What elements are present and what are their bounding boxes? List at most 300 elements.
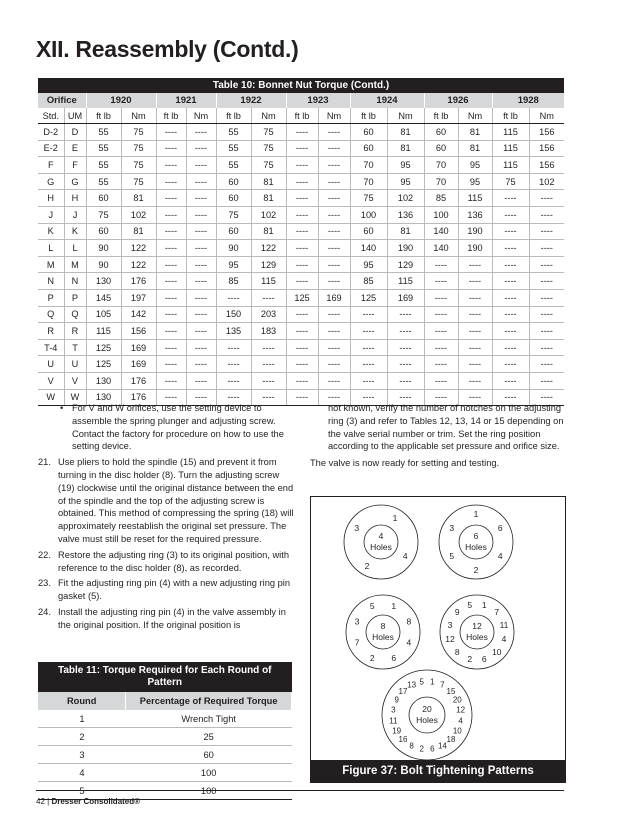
table-cell: ---- <box>286 256 318 273</box>
table-cell: 140 <box>350 240 387 257</box>
table-cell: K <box>38 223 64 240</box>
table-row <box>38 240 564 257</box>
bolt-pattern-figure <box>310 496 566 783</box>
bolt-sequence-number: 9 <box>454 607 460 618</box>
torque-round-table <box>38 662 292 800</box>
table-cell: Q <box>38 306 64 323</box>
table-row <box>38 306 564 323</box>
table-row <box>38 728 292 746</box>
table-cell: ---- <box>286 124 318 141</box>
table-cell: N <box>64 273 86 290</box>
table-cell: ---- <box>529 339 564 356</box>
table-cell: ---- <box>186 306 216 323</box>
column-header: Percentage of Required Torque <box>126 692 292 710</box>
table-caption: Table 10: Bonnet Nut Torque (Contd.) <box>38 78 564 93</box>
table-cell: 156 <box>529 124 564 141</box>
table-cell: ---- <box>458 372 492 389</box>
table-cell: ---- <box>286 356 318 373</box>
table-cell: 115 <box>86 323 121 340</box>
table-cell: ---- <box>424 356 458 373</box>
table-row <box>38 256 564 273</box>
table-cell: 81 <box>387 124 424 141</box>
table-cell: ---- <box>424 323 458 340</box>
table-cell: 169 <box>318 289 350 306</box>
bolt-sequence-number: 7 <box>354 637 360 648</box>
bolt-sequence-number: 2 <box>369 652 375 663</box>
table-cell: 81 <box>251 223 286 240</box>
table-cell: V <box>38 372 64 389</box>
sub-header: ft lb <box>86 108 121 124</box>
column-header: Round <box>38 692 126 710</box>
sub-header: Nm <box>251 108 286 124</box>
table-cell: ---- <box>186 256 216 273</box>
table-cell: 102 <box>529 173 564 190</box>
bolt-sequence-number: 5 <box>467 600 473 610</box>
table-cell: F <box>64 157 86 174</box>
table-cell: 75 <box>121 124 156 141</box>
table-cell: ---- <box>318 124 350 141</box>
table-cell: 55 <box>86 124 121 141</box>
table-cell: ---- <box>492 323 529 340</box>
table-cell: ---- <box>492 289 529 306</box>
table-cell: ---- <box>387 323 424 340</box>
table-cell: ---- <box>286 157 318 174</box>
table-cell: ---- <box>186 273 216 290</box>
table-cell: 125 <box>350 289 387 306</box>
table-cell: L <box>64 240 86 257</box>
bolt-sequence-number: 1 <box>430 677 435 687</box>
table-cell: 81 <box>251 173 286 190</box>
table-cell: V <box>64 372 86 389</box>
page-number: 42 <box>36 797 45 806</box>
table-cell: ---- <box>286 223 318 240</box>
step-21 <box>38 456 294 546</box>
table-cell: E-2 <box>38 140 64 157</box>
table-cell: 105 <box>86 306 121 323</box>
table-cell: ---- <box>156 124 186 141</box>
table-row <box>38 339 564 356</box>
bolt-pattern-6-holes <box>439 505 513 579</box>
table-cell: 95 <box>458 173 492 190</box>
table-cell: ---- <box>318 339 350 356</box>
table-row <box>38 710 292 728</box>
table-cell: 60 <box>86 223 121 240</box>
table-cell: 60 <box>216 190 251 207</box>
table-cell: ---- <box>318 206 350 223</box>
table-cell: ---- <box>492 240 529 257</box>
table-cell: 156 <box>529 140 564 157</box>
table-cell: 55 <box>216 157 251 174</box>
table-cell: ---- <box>350 339 387 356</box>
table-cell: ---- <box>387 339 424 356</box>
group-header-row <box>38 93 564 108</box>
table-cell: T-4 <box>38 339 64 356</box>
table-cell: 176 <box>121 273 156 290</box>
bolt-sequence-number: 9 <box>394 695 399 705</box>
table-cell: 197 <box>121 289 156 306</box>
table-cell: 169 <box>121 356 156 373</box>
bolt-sequence-number: 6 <box>481 654 487 664</box>
table-cell: 176 <box>121 389 156 406</box>
table-cell: 75 <box>251 157 286 174</box>
bolt-sequence-number: 5 <box>419 677 424 687</box>
table-cell: ---- <box>350 389 387 406</box>
table-cell: ---- <box>286 306 318 323</box>
table-cell: 81 <box>121 223 156 240</box>
bonnet-nut-torque-table <box>38 78 564 406</box>
table-cell: 85 <box>424 190 458 207</box>
bolt-sequence-number: 2 <box>419 744 424 754</box>
table-cell: F <box>38 157 64 174</box>
sub-header: ft lb <box>286 108 318 124</box>
pattern-center-label: 20 <box>422 704 432 714</box>
table-cell: D <box>64 124 86 141</box>
table-cell: 70 <box>350 157 387 174</box>
left-column-text <box>38 402 294 635</box>
bolt-sequence-number: 5 <box>449 551 455 561</box>
step-number: 22. <box>38 549 51 560</box>
continuation-text: not known, verify the number of notches on the adjusting ring (3) and refer to Tables 12, 13, 14 or 15 depending on the valve serial number or trim. Set the ring position according to the applicable set pressure and orifice size. <box>328 403 564 452</box>
table-cell: ---- <box>424 389 458 406</box>
table-cell: 115 <box>458 190 492 207</box>
sub-header: UM <box>64 108 86 124</box>
bolt-sequence-number: 19 <box>392 726 402 736</box>
table-cell: 169 <box>387 289 424 306</box>
table-cell: ---- <box>424 372 458 389</box>
pattern-center-label: Holes <box>466 632 488 642</box>
pattern-center-label: 6 <box>473 531 479 541</box>
table-cell: ---- <box>424 256 458 273</box>
table-cell: W <box>64 389 86 406</box>
table-cell: 169 <box>121 339 156 356</box>
table-cell: ---- <box>186 223 216 240</box>
group-header: 1920 <box>86 93 156 108</box>
table-cell: ---- <box>318 223 350 240</box>
table-row <box>38 223 564 240</box>
table-cell: ---- <box>318 389 350 406</box>
table-cell: ---- <box>458 273 492 290</box>
table-cell: ---- <box>186 173 216 190</box>
table-cell: ---- <box>186 323 216 340</box>
table-cell: 145 <box>86 289 121 306</box>
table-cell: 129 <box>387 256 424 273</box>
table-cell: ---- <box>387 356 424 373</box>
table-cell: ---- <box>156 389 186 406</box>
table-cell: ---- <box>156 173 186 190</box>
table-cell: ---- <box>216 289 251 306</box>
table-cell: ---- <box>186 206 216 223</box>
bolt-sequence-number: 11 <box>389 716 398 726</box>
table-cell: 75 <box>86 206 121 223</box>
sub-header: ft lb <box>350 108 387 124</box>
footer-rule <box>36 790 564 791</box>
bolt-sequence-number: 3 <box>449 523 455 533</box>
table-cell: ---- <box>492 256 529 273</box>
bolt-sequence-number: 1 <box>473 509 479 519</box>
group-header: 1923 <box>286 93 350 108</box>
group-header: 1921 <box>156 93 216 108</box>
table-cell: 135 <box>216 323 251 340</box>
table-cell: 70 <box>424 157 458 174</box>
table-cell: 75 <box>121 140 156 157</box>
table-cell: ---- <box>286 190 318 207</box>
group-header: 1924 <box>350 93 424 108</box>
table-row <box>38 356 564 373</box>
page-title: XII. Reassembly (Contd.) <box>36 36 299 62</box>
table-cell: ---- <box>318 372 350 389</box>
bullet-text: For V and W orifices, use the setting device to assemble the spring plunger and adjusting screw. Contact the factory for procedure on how to use the setting device. <box>72 403 284 452</box>
table-cell: 55 <box>86 157 121 174</box>
sub-header: Nm <box>458 108 492 124</box>
table-cell: ---- <box>424 289 458 306</box>
table-cell: G <box>38 173 64 190</box>
right-column-text <box>310 402 566 474</box>
bolt-pattern-diagram <box>311 497 565 760</box>
table-cell: ---- <box>186 140 216 157</box>
table-row <box>38 746 292 764</box>
table-cell: ---- <box>156 140 186 157</box>
table-cell: J <box>64 206 86 223</box>
table-cell: ---- <box>251 372 286 389</box>
bolt-sequence-number: 1 <box>481 600 487 610</box>
table-cell: ---- <box>529 240 564 257</box>
table-cell: 95 <box>387 157 424 174</box>
sub-header: Nm <box>318 108 350 124</box>
table-cell: ---- <box>318 190 350 207</box>
table-cell: ---- <box>424 273 458 290</box>
table-caption: Table 11: Torque Required for Each Round of Pattern <box>38 662 292 692</box>
table-cell: ---- <box>529 389 564 406</box>
table-cell: 4 <box>38 764 126 782</box>
table-cell: 115 <box>492 157 529 174</box>
table-row <box>38 323 564 340</box>
pattern-center-label: 12 <box>472 621 482 631</box>
table-cell: ---- <box>458 289 492 306</box>
table-cell: ---- <box>318 273 350 290</box>
bolt-sequence-number: 6 <box>497 523 503 533</box>
bolt-sequence-number: 5 <box>369 601 375 612</box>
table-cell: ---- <box>529 190 564 207</box>
step-text: Fit the adjusting ring pin (4) with a new adjusting ring pin gasket (5). <box>58 578 291 602</box>
bolt-sequence-number: 2 <box>364 561 370 572</box>
table-cell: P <box>38 289 64 306</box>
table-cell: 125 <box>286 289 318 306</box>
pattern-center-label: Holes <box>370 542 392 552</box>
table-cell: 75 <box>251 124 286 141</box>
table-cell: ---- <box>529 356 564 373</box>
table-cell: ---- <box>156 240 186 257</box>
table-cell: ---- <box>186 372 216 389</box>
bolt-sequence-number: 2 <box>467 654 473 664</box>
table-cell: 190 <box>387 240 424 257</box>
table-cell: 190 <box>458 240 492 257</box>
table-cell: 81 <box>251 190 286 207</box>
table-cell: ---- <box>318 306 350 323</box>
table-cell: ---- <box>318 256 350 273</box>
table-cell: R <box>38 323 64 340</box>
table-cell: 100 <box>126 782 292 800</box>
table-cell: M <box>38 256 64 273</box>
bolt-sequence-number: 8 <box>406 616 412 627</box>
table-cell: ---- <box>186 356 216 373</box>
table-cell: 102 <box>121 206 156 223</box>
table-cell: ---- <box>156 157 186 174</box>
table-cell: 102 <box>387 190 424 207</box>
table-cell: ---- <box>156 339 186 356</box>
table-cell: 130 <box>86 372 121 389</box>
table-cell: 90 <box>216 240 251 257</box>
table-cell: ---- <box>318 356 350 373</box>
bolt-sequence-number: 12 <box>456 705 466 715</box>
bolt-sequence-number: 8 <box>454 646 460 657</box>
table-cell: ---- <box>387 389 424 406</box>
step-22 <box>38 549 294 575</box>
table-cell: ---- <box>529 206 564 223</box>
table-cell: ---- <box>156 289 186 306</box>
table-cell: 183 <box>251 323 286 340</box>
bolt-sequence-number: 6 <box>430 744 435 754</box>
sub-header: Nm <box>387 108 424 124</box>
table-cell: ---- <box>156 372 186 389</box>
table-cell: ---- <box>216 339 251 356</box>
table-cell: 75 <box>350 190 387 207</box>
table-cell: 60 <box>350 124 387 141</box>
table-cell: ---- <box>186 240 216 257</box>
bolt-sequence-number: 1 <box>391 601 397 612</box>
table-cell: ---- <box>318 240 350 257</box>
table-cell: ---- <box>458 256 492 273</box>
table-cell: U <box>64 356 86 373</box>
table-cell: ---- <box>492 339 529 356</box>
table-cell: ---- <box>424 339 458 356</box>
table-cell: ---- <box>492 389 529 406</box>
table-cell: ---- <box>529 256 564 273</box>
table-cell: ---- <box>286 323 318 340</box>
step-24 <box>38 606 294 632</box>
table-cell: G <box>64 173 86 190</box>
bolt-sequence-number: 18 <box>446 735 456 744</box>
table-cell: 85 <box>216 273 251 290</box>
table-cell: 90 <box>86 256 121 273</box>
bolt-sequence-number: 17 <box>398 687 408 696</box>
table-cell: 75 <box>121 173 156 190</box>
table-cell: 115 <box>492 140 529 157</box>
step-text: Use pliers to hold the spindle (15) and prevent it from turning in the disc holder (8). Turn the adjusting screw (19) clockwise until the original distance between the end of the spindle and the top of the adjusting screw is obtained. This method of compressing the spring (18) will approximately reestablish the original set pressure. The valve must still be reset for the required pressure. <box>58 457 294 544</box>
pattern-center-label: Holes <box>465 542 487 552</box>
table-cell: ---- <box>529 273 564 290</box>
table-cell: ---- <box>492 306 529 323</box>
table-cell: ---- <box>286 389 318 406</box>
table-cell: 25 <box>126 728 292 746</box>
table-cell: ---- <box>492 356 529 373</box>
bolt-sequence-number: 4 <box>497 551 503 561</box>
table-cell: 122 <box>121 256 156 273</box>
table-cell: 95 <box>350 256 387 273</box>
table-cell: 81 <box>458 124 492 141</box>
table-cell: 60 <box>424 140 458 157</box>
table-cell: ---- <box>350 372 387 389</box>
table-cell: ---- <box>186 289 216 306</box>
table-cell: 140 <box>424 240 458 257</box>
bolt-sequence-number: 20 <box>452 695 462 705</box>
table-cell: ---- <box>387 306 424 323</box>
table-cell: ---- <box>186 389 216 406</box>
table-cell: ---- <box>529 289 564 306</box>
pattern-center-label: Holes <box>372 632 394 642</box>
table-cell: ---- <box>458 356 492 373</box>
table-cell: ---- <box>458 339 492 356</box>
table-cell: ---- <box>156 356 186 373</box>
table-cell: 60 <box>216 223 251 240</box>
table-cell: ---- <box>156 306 186 323</box>
table-cell: E <box>64 140 86 157</box>
sub-header: ft lb <box>156 108 186 124</box>
sub-header: Std. <box>38 108 64 124</box>
footer-separator: | <box>47 797 50 806</box>
bolt-sequence-number: 10 <box>452 726 462 736</box>
table-row <box>38 157 564 174</box>
table-cell: 122 <box>121 240 156 257</box>
table-cell: ---- <box>492 190 529 207</box>
table-row <box>38 140 564 157</box>
table-cell: D-2 <box>38 124 64 141</box>
table-cell: ---- <box>156 273 186 290</box>
table-cell: 100 <box>424 206 458 223</box>
bullet-note <box>38 402 294 453</box>
table-cell: ---- <box>492 223 529 240</box>
bolt-sequence-number: 2 <box>473 565 479 575</box>
table-cell: ---- <box>286 173 318 190</box>
step-number: 23. <box>38 578 51 589</box>
table-row <box>38 764 292 782</box>
table-cell: ---- <box>286 206 318 223</box>
table-cell: 2 <box>38 728 126 746</box>
table-cell: 55 <box>216 140 251 157</box>
table-cell: 60 <box>86 190 121 207</box>
table-cell: ---- <box>318 157 350 174</box>
table-cell: ---- <box>529 306 564 323</box>
header-row <box>38 692 292 710</box>
bolt-sequence-number: 7 <box>494 607 500 618</box>
table-cell: N <box>38 273 64 290</box>
table-cell: 156 <box>121 323 156 340</box>
footer-brand: Dresser Consolidated® <box>51 797 141 806</box>
table-cell: 122 <box>251 240 286 257</box>
table-cell: ---- <box>286 372 318 389</box>
table-cell: P <box>64 289 86 306</box>
sub-header: Nm <box>186 108 216 124</box>
table-cell: 115 <box>387 273 424 290</box>
bolt-pattern-8-holes <box>346 595 420 669</box>
group-header: 1928 <box>492 93 564 108</box>
table-cell: ---- <box>216 372 251 389</box>
pattern-center-label: 8 <box>380 621 386 631</box>
table-cell: 75 <box>492 173 529 190</box>
table-cell: 130 <box>86 389 121 406</box>
bolt-sequence-number: 11 <box>499 619 509 630</box>
group-header: Orifice <box>38 93 86 108</box>
table-cell: 156 <box>529 157 564 174</box>
table-cell: 100 <box>350 206 387 223</box>
table-cell: 125 <box>86 339 121 356</box>
table-cell: L <box>38 240 64 257</box>
group-header: 1922 <box>216 93 286 108</box>
footer <box>36 797 140 806</box>
table-cell: R <box>64 323 86 340</box>
bolt-sequence-number: 3 <box>354 523 360 533</box>
table-cell: 95 <box>387 173 424 190</box>
sub-header: ft lb <box>492 108 529 124</box>
